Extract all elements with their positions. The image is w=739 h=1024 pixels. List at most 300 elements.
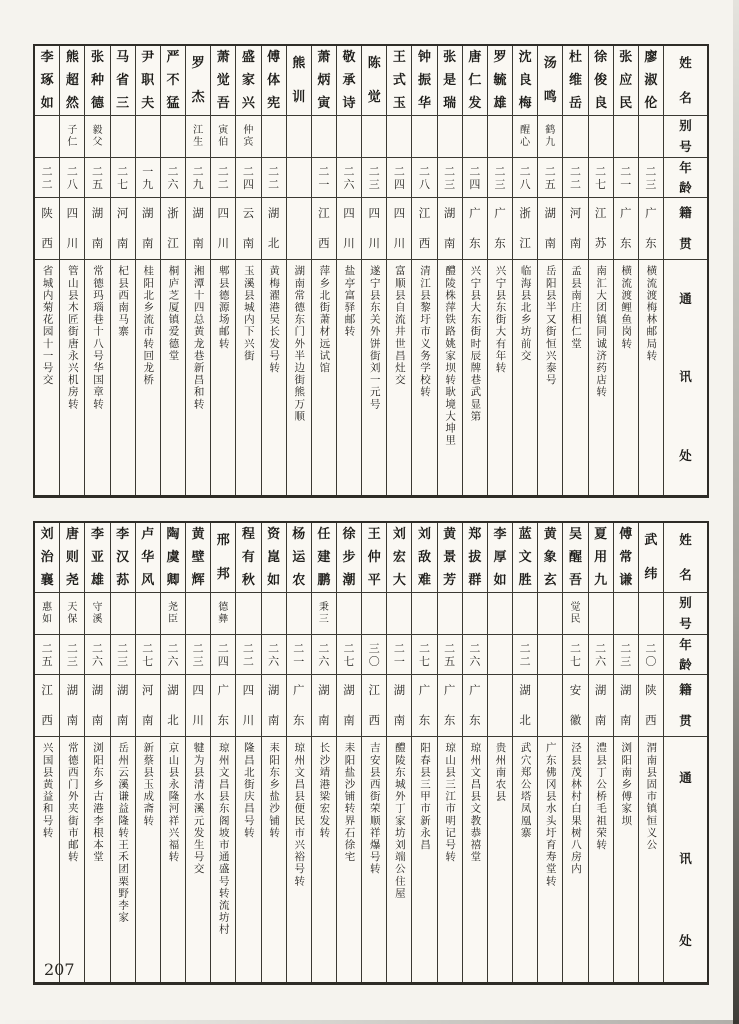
person-name: 廖 淑 伦 [639, 46, 663, 116]
person-address: 琼山县三江市明记号转 [444, 742, 457, 863]
person-origin: 湖 北 [262, 198, 286, 260]
person-origin: 湖 南 [111, 675, 135, 737]
person-alias [538, 593, 562, 635]
person-age: 二 八 [60, 158, 84, 198]
person-alias: 醒 心 [513, 116, 537, 158]
person-origin: 四 川 [387, 198, 411, 260]
person-origin: 四 川 [186, 675, 210, 737]
person-age: 二 七 [412, 635, 436, 675]
person-name: 刘 治 襄 [35, 523, 59, 593]
person-origin: 湖 南 [438, 198, 462, 260]
person-column [362, 46, 387, 495]
person-age: 二 三 [639, 158, 663, 198]
person-alias [287, 116, 311, 158]
person-address: 琼州文昌县东阁坡市通盛号转流坊村 [217, 742, 230, 936]
person-column [614, 523, 639, 982]
person-name: 熊 训 [287, 46, 311, 116]
person-name: 任 建 鹏 [312, 523, 336, 593]
person-address: 横流渡鲤鱼岗转 [620, 265, 633, 350]
page-number: 207 [44, 960, 75, 979]
header-alias-label: 别 号 [664, 116, 707, 158]
person-column [387, 46, 412, 495]
person-column [262, 523, 287, 982]
person-age [488, 635, 512, 675]
person-age: 二 九 [186, 158, 210, 198]
person-alias [262, 116, 286, 158]
person-alias [639, 116, 663, 158]
person-origin: 河 南 [111, 198, 135, 260]
person-alias [589, 116, 613, 158]
person-column [262, 46, 287, 495]
person-name: 盛 家 兴 [236, 46, 260, 116]
person-age: 二 六 [337, 158, 361, 198]
person-age: 二 七 [563, 635, 587, 675]
person-column [111, 46, 136, 495]
header-column [664, 523, 707, 982]
person-alias [337, 593, 361, 635]
person-origin: 四 川 [60, 198, 84, 260]
person-origin: 湖 南 [85, 675, 109, 737]
header-origin-label: 籍 贯 [664, 198, 707, 260]
person-column [589, 523, 614, 982]
person-age: 二 三 [488, 158, 512, 198]
person-age: 二 六 [161, 158, 185, 198]
person-column [438, 523, 463, 982]
person-column [186, 46, 211, 495]
person-origin: 陕 西 [639, 675, 663, 737]
person-name: 张 是 瑞 [438, 46, 462, 116]
person-column [337, 46, 362, 495]
person-address: 吉安县西街荣顺祥爆号转 [368, 742, 381, 876]
person-origin: 江 西 [35, 675, 59, 737]
person-age: 二 三 [186, 635, 210, 675]
header-column [664, 46, 707, 495]
person-age: 二 二 [236, 635, 260, 675]
person-name: 徐 步 潮 [337, 523, 361, 593]
person-address: 澧县丁公桥毛祖荣转 [595, 742, 608, 851]
person-address: 遂宁县东关外饼街刘一元号 [368, 265, 381, 411]
person-origin [538, 675, 562, 737]
person-age: 二 八 [513, 158, 537, 198]
person-origin: 四 川 [362, 198, 386, 260]
person-address: 阳春县三甲市新永昌 [419, 742, 432, 851]
person-origin: 湖 南 [186, 198, 210, 260]
person-address: 桂阳北乡流市转回龙桥 [142, 265, 155, 386]
person-column [60, 523, 85, 982]
person-name: 沈 良 梅 [513, 46, 537, 116]
person-origin: 江 西 [312, 198, 336, 260]
person-address: 兴国县黄益和号转 [41, 742, 54, 839]
person-age [287, 158, 311, 198]
person-origin: 浙 江 [513, 198, 537, 260]
person-address: 长沙靖港梁宏发转 [318, 742, 331, 839]
person-age: 二 八 [412, 158, 436, 198]
person-alias: 寅 伯 [211, 116, 235, 158]
person-column [563, 523, 588, 982]
person-origin: 广 东 [488, 198, 512, 260]
person-alias [337, 116, 361, 158]
person-alias [262, 593, 286, 635]
person-alias: 秉 三 [312, 593, 336, 635]
person-age: 二 七 [337, 635, 361, 675]
person-alias: 江 生 [186, 116, 210, 158]
person-origin: 江 西 [412, 198, 436, 260]
person-name: 夏 用 九 [589, 523, 613, 593]
person-address: 湖南常德东门外半边街熊万顺 [293, 265, 306, 423]
person-address: 耒阳盐沙铺转界石徐宅 [343, 742, 356, 863]
person-name: 尹 职 夫 [136, 46, 160, 116]
person-address: 富顺县自流井世昌灶交 [393, 265, 406, 386]
person-name: 黄 象 玄 [538, 523, 562, 593]
person-address: 醴陵东城外丁家坊刘端公住屋 [393, 742, 406, 900]
person-age: 二 五 [438, 635, 462, 675]
header-origin-label: 籍 贯 [664, 675, 707, 737]
person-alias [614, 593, 638, 635]
person-column [488, 46, 513, 495]
person-column [287, 46, 312, 495]
person-origin [488, 675, 512, 737]
person-address: 泾县茂林村白果树八房内 [569, 742, 582, 876]
person-name: 张 应 民 [614, 46, 638, 116]
person-alias [312, 116, 336, 158]
person-origin: 河 南 [136, 675, 160, 737]
person-column [639, 523, 664, 982]
person-origin: 河 南 [563, 198, 587, 260]
person-address: 玉溪县城内下兴街 [242, 265, 255, 362]
person-address: 新蔡县玉成斋转 [142, 742, 155, 827]
person-alias [161, 116, 185, 158]
person-origin: 广 东 [639, 198, 663, 260]
person-address: 京山县永隆河祥兴福转 [167, 742, 180, 863]
person-age: 二 四 [463, 158, 487, 198]
person-address: 盐亭富驿邮转 [343, 265, 356, 338]
person-alias: 鹤 九 [538, 116, 562, 158]
person-alias [513, 593, 537, 635]
person-address: 浏阳南乡傅家坝 [620, 742, 633, 827]
person-column [362, 523, 387, 982]
person-origin: 浙 江 [161, 198, 185, 260]
person-address: 管山县木匠街唐永兴机房转 [66, 265, 79, 411]
person-address: 琼州文昌县便民市兴裕号转 [293, 742, 306, 888]
person-name: 严 不 猛 [161, 46, 185, 116]
person-column [563, 46, 588, 495]
person-origin: 陕 西 [35, 198, 59, 260]
person-column [312, 523, 337, 982]
person-name: 马 省 三 [111, 46, 135, 116]
person-origin: 湖 南 [262, 675, 286, 737]
person-column [639, 46, 664, 495]
person-alias: 尧 臣 [161, 593, 185, 635]
person-origin: 湖 南 [614, 675, 638, 737]
person-column [236, 523, 261, 982]
person-column [538, 523, 563, 982]
person-alias [589, 593, 613, 635]
person-column [337, 523, 362, 982]
person-name: 萧 觉 吾 [211, 46, 235, 116]
person-address: 岳州云溪谦益隆转王禾团栗野李家 [117, 742, 130, 924]
person-name: 杨 运 农 [287, 523, 311, 593]
person-origin: 湖 南 [387, 675, 411, 737]
person-age: 三 〇 [362, 635, 386, 675]
person-origin: 湖 南 [337, 675, 361, 737]
person-address: 隆昌北街庆昌号转 [242, 742, 255, 839]
person-age [538, 635, 562, 675]
person-alias [186, 593, 210, 635]
person-name: 蓝 文 胜 [513, 523, 537, 593]
person-column [538, 46, 563, 495]
person-alias: 仲 宾 [236, 116, 260, 158]
person-address: 临海县北乡坊前交 [519, 265, 532, 362]
header-alias-label: 别 号 [664, 593, 707, 635]
person-origin: 湖 南 [136, 198, 160, 260]
person-alias [438, 593, 462, 635]
person-name: 徐 俊 良 [589, 46, 613, 116]
person-column [136, 523, 161, 982]
person-name: 黄 壁 辉 [186, 523, 210, 593]
person-age: 二 二 [513, 635, 537, 675]
person-column [35, 523, 60, 982]
person-name: 钟 振 华 [412, 46, 436, 116]
person-name: 唐 则 尧 [60, 523, 84, 593]
person-age: 二 二 [35, 158, 59, 198]
person-name: 傅 常 谦 [614, 523, 638, 593]
person-alias [488, 593, 512, 635]
person-name: 张 种 德 [85, 46, 109, 116]
person-name: 资 崑 如 [262, 523, 286, 593]
person-address: 醴陵株萍铁路姚家坝转耿境大坤里 [444, 265, 457, 447]
person-age: 二 六 [463, 635, 487, 675]
person-origin: 湖 南 [312, 675, 336, 737]
person-origin: 江 西 [362, 675, 386, 737]
person-address: 浏阳东乡古港李根本堂 [91, 742, 104, 863]
person-column [186, 523, 211, 982]
person-column [513, 46, 538, 495]
person-column [438, 46, 463, 495]
person-address: 广东佛冈县水头圩育寿堂转 [544, 742, 557, 888]
header-name-label: 姓 名 [664, 46, 707, 116]
person-column [136, 46, 161, 495]
person-origin: 广 东 [438, 675, 462, 737]
person-alias [136, 116, 160, 158]
person-alias [236, 593, 260, 635]
person-address: 武穴郑公塔凤凰寨 [519, 742, 532, 839]
person-address: 郫县德源场邮转 [217, 265, 230, 350]
person-address: 桐庐芝厦镇爱德堂 [167, 265, 180, 362]
person-alias [412, 593, 436, 635]
person-alias [463, 593, 487, 635]
person-alias: 德 彝 [211, 593, 235, 635]
person-name: 邢 邦 [211, 523, 235, 593]
person-name: 王 式 玉 [387, 46, 411, 116]
person-age: 二 三 [60, 635, 84, 675]
person-address: 兴宁县东街大有年转 [494, 265, 507, 374]
person-column [85, 523, 110, 982]
person-column [85, 46, 110, 495]
header-address-label: 通 讯 处 [679, 769, 692, 948]
person-origin: 湖 南 [85, 198, 109, 260]
person-origin [287, 198, 311, 260]
person-column [211, 46, 236, 495]
person-name: 熊 超 然 [60, 46, 84, 116]
person-name: 郑 拔 群 [463, 523, 487, 593]
person-name: 程 有 秋 [236, 523, 260, 593]
person-address: 孟县南庄相仁堂 [569, 265, 582, 350]
person-alias [287, 593, 311, 635]
person-column [312, 46, 337, 495]
person-name: 敬 承 诗 [337, 46, 361, 116]
person-age: 二 三 [362, 158, 386, 198]
person-age: 二 五 [85, 158, 109, 198]
person-name: 杜 维 岳 [563, 46, 587, 116]
scan-edge-shadow [733, 0, 739, 1024]
person-alias [136, 593, 160, 635]
person-column [161, 46, 186, 495]
header-age-label: 年 龄 [664, 635, 707, 675]
person-name: 吴 醒 吾 [563, 523, 587, 593]
person-age: 二 七 [136, 635, 160, 675]
person-address: 常德西门外夹街市邮转 [66, 742, 79, 863]
header-age-label: 年 龄 [664, 158, 707, 198]
person-origin: 湖 北 [161, 675, 185, 737]
person-address: 贵州南农县 [494, 742, 507, 803]
person-alias [387, 116, 411, 158]
person-alias: 守 溪 [85, 593, 109, 635]
person-alias [362, 593, 386, 635]
person-age: 二 〇 [639, 635, 663, 675]
directory-table-top [33, 44, 709, 498]
person-name: 陶 虞 卿 [161, 523, 185, 593]
person-column [387, 523, 412, 982]
person-column [236, 46, 261, 495]
person-age: 二 三 [111, 635, 135, 675]
person-origin: 湖 南 [60, 675, 84, 737]
directory-table-bottom [33, 521, 709, 985]
person-name: 卢 华 风 [136, 523, 160, 593]
person-name: 罗 杰 [186, 46, 210, 116]
person-age: 二 六 [262, 635, 286, 675]
person-age: 二 一 [287, 635, 311, 675]
person-alias [362, 116, 386, 158]
person-origin: 广 东 [287, 675, 311, 737]
person-alias [463, 116, 487, 158]
person-origin: 广 东 [211, 675, 235, 737]
person-name: 刘 宏 大 [387, 523, 411, 593]
scan-bottom-shadow [0, 1020, 739, 1024]
person-column [589, 46, 614, 495]
person-column [412, 523, 437, 982]
person-alias [614, 116, 638, 158]
person-column [488, 523, 513, 982]
person-age: 二 一 [312, 158, 336, 198]
person-alias [111, 116, 135, 158]
person-age: 二 四 [387, 158, 411, 198]
person-origin: 湖 北 [513, 675, 537, 737]
person-alias: 觉 民 [563, 593, 587, 635]
person-address: 渭南县固市镇恒义公 [645, 742, 658, 851]
person-age: 二 三 [438, 158, 462, 198]
person-age: 二 六 [161, 635, 185, 675]
person-address: 清江县黎圩市义务学校转 [419, 265, 432, 399]
person-name: 李 厚 如 [488, 523, 512, 593]
person-address: 常德玛瑙巷十八号华国章转 [91, 265, 104, 411]
person-address: 耒阳东乡盐沙铺转 [268, 742, 281, 839]
person-alias [35, 116, 59, 158]
person-column [513, 523, 538, 982]
person-alias [639, 593, 663, 635]
person-address: 犍为县清水溪元发生号交 [192, 742, 205, 876]
person-origin: 湖 南 [589, 675, 613, 737]
person-origin: 广 东 [463, 198, 487, 260]
person-column [60, 46, 85, 495]
person-name: 李 汉 荪 [111, 523, 135, 593]
person-name: 陈 觉 [362, 46, 386, 116]
person-name: 萧 炳 寅 [312, 46, 336, 116]
person-age: 二 五 [35, 635, 59, 675]
person-name: 傅 体 宪 [262, 46, 286, 116]
person-age: 二 二 [262, 158, 286, 198]
person-address: 南汇大团镇同诚济药店转 [595, 265, 608, 399]
person-age: 二 一 [387, 635, 411, 675]
header-address-label: 通 讯 处 [679, 290, 692, 463]
person-age: 二 四 [211, 635, 235, 675]
person-origin: 四 川 [211, 198, 235, 260]
person-address: 黄梅濯港吴长发号转 [268, 265, 281, 374]
person-column [614, 46, 639, 495]
person-name: 黄 景 芳 [438, 523, 462, 593]
person-origin: 广 东 [412, 675, 436, 737]
person-age: 二 七 [589, 158, 613, 198]
person-name: 刘 敌 难 [412, 523, 436, 593]
person-column [111, 523, 136, 982]
person-age: 二 二 [563, 158, 587, 198]
person-alias: 惠 如 [35, 593, 59, 635]
person-address: 横流渡梅林邮局转 [645, 265, 658, 362]
person-age: 二 六 [85, 635, 109, 675]
person-name: 武 纬 [639, 523, 663, 593]
person-name: 罗 毓 雄 [488, 46, 512, 116]
person-origin: 广 东 [614, 198, 638, 260]
person-address: 萍乡北街萧材远试馆 [318, 265, 331, 374]
person-name: 唐 仁 发 [463, 46, 487, 116]
person-alias [563, 116, 587, 158]
person-alias [438, 116, 462, 158]
person-address: 琼州文昌县文教恭禧堂 [469, 742, 482, 863]
person-name: 汤 鸣 [538, 46, 562, 116]
person-alias [412, 116, 436, 158]
person-age: 二 五 [538, 158, 562, 198]
person-alias: 天 保 [60, 593, 84, 635]
person-age: 二 一 [614, 158, 638, 198]
person-column [35, 46, 60, 495]
person-column [211, 523, 236, 982]
person-alias [111, 593, 135, 635]
person-origin: 湖 南 [538, 198, 562, 260]
person-column [463, 46, 488, 495]
person-column [287, 523, 312, 982]
person-address: 岳阳县半又街恒兴泰号 [544, 265, 557, 386]
person-age: 二 六 [589, 635, 613, 675]
person-name: 王 仲 平 [362, 523, 386, 593]
person-alias: 子 仁 [60, 116, 84, 158]
person-origin: 安 徽 [563, 675, 587, 737]
person-column [412, 46, 437, 495]
person-name: 李 亚 雄 [85, 523, 109, 593]
person-column [161, 523, 186, 982]
person-address: 湘潭十四总黄龙巷新昌和转 [192, 265, 205, 411]
person-address: 省城内菊花园十一号交 [41, 265, 54, 386]
person-origin: 江 苏 [589, 198, 613, 260]
person-age: 二 六 [312, 635, 336, 675]
